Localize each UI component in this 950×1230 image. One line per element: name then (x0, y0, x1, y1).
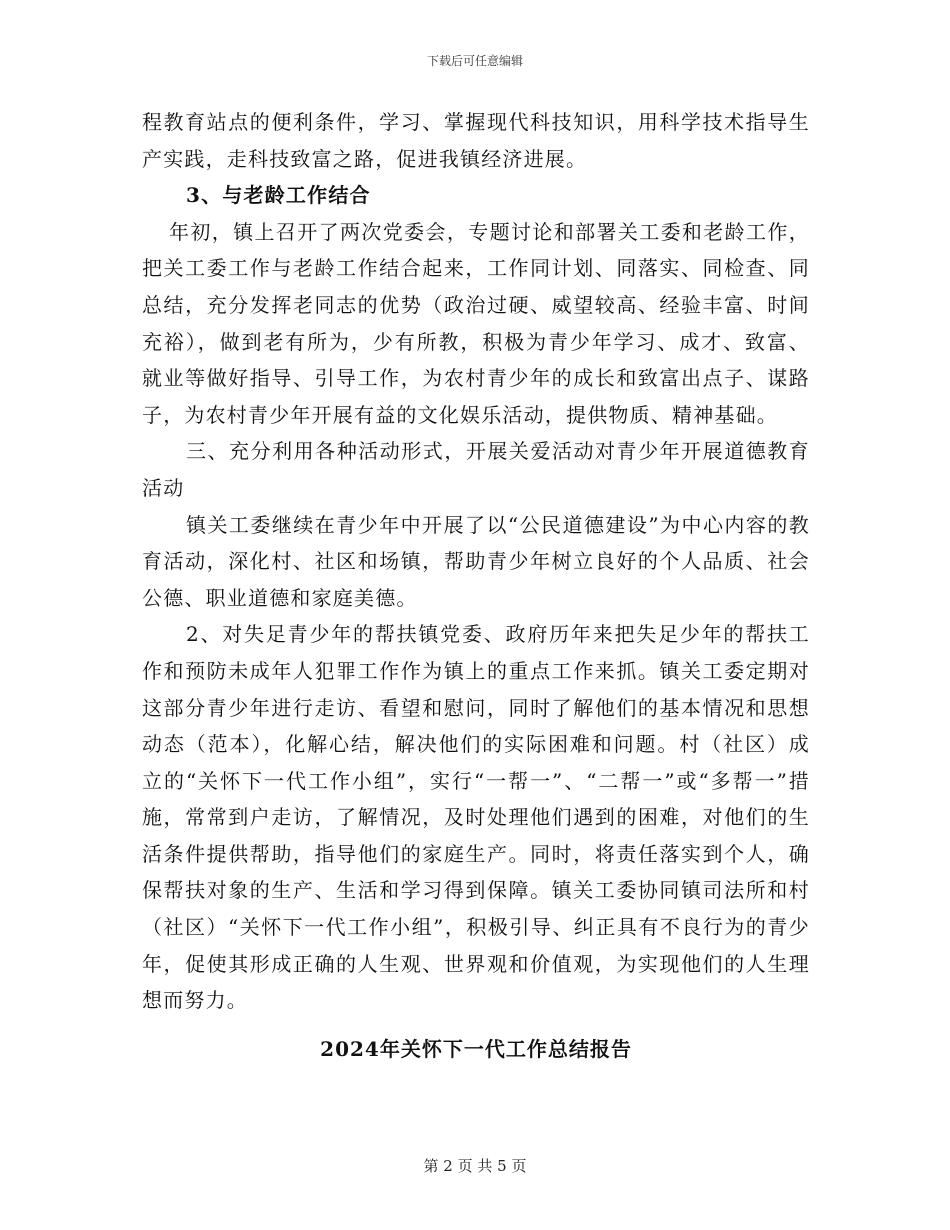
document-body (142, 104, 810, 1067)
paragraph-elderly-work: 年初，镇上召开了两次党委会，专题讨论和部署关工委和老龄工作，把关工委工作与老龄工作结合起来，工作同计划、同落实、同检查、同总结，充分发挥老同志的优势（政治过硬、威望较高、经验丰富、时间充裕），做到老有所为，少有所教，积极为青少年学习、成才、致富、就业等做好指导、引导工作，为农村青少年的成长和致富出点子、谋路子，为农村青少年开展有益的文化娱乐活动，提供物质、精神基础。 (142, 219, 810, 427)
paragraph-moral-education: 镇关工委继续在青少年中开展了以“公民道德建设”为中心内容的教育活动，深化村、社区和场镇，帮助青少年树立良好的个人品质、社会公德、职业道德和家庭美德。 (142, 512, 810, 610)
section-heading-three: 三、充分利用各种活动形式，开展关爱活动对青少年开展道德教育活动 (142, 439, 810, 500)
section-heading-3: 3、与老龄工作结合 (186, 183, 371, 208)
page-header: 下载后可任意编辑 (426, 54, 523, 68)
paragraph-continuation: 程教育站点的便利条件，学习、掌握现代科技知识，用科学技术指导生产实践，走科技致富之路，促进我镇经济进展。 (142, 110, 810, 171)
paragraph-youth-assistance: 2、对失足青少年的帮扶镇党委、政府历年来把失足少年的帮扶工作和预防未成年人犯罪工作作为镇上的重点工作来抓。镇关工委定期对这部分青少年进行走访、看望和慰问，同时了解他们的基本情况和思想动态（范本），化解心结，解决他们的实际困难和问题。村（社区）成立的“关怀下一代工作小组”，实行“一帮一”、“二帮一”或“多帮一”措施，常常到户走访，了解情况，及时处理他们遇到的困难，对他们的生活条件提供帮助，指导他们的家庭生产。同时，将责任落实到个人，确保帮扶对象的生产、生活和学习得到保障。镇关工委协同镇司法所和村（社区）“关怀下一代工作小组”，积极引导、纠正具有不良行为的青少年，促使其形成正确的人生观、世界观和价值观，为实现他们的人生理想而努力。 (142, 622, 810, 1013)
document-title: 2024年关怀下一代工作总结报告 (320, 1036, 632, 1061)
page-number-footer: 第 2 页 共 5 页 (423, 1157, 527, 1175)
